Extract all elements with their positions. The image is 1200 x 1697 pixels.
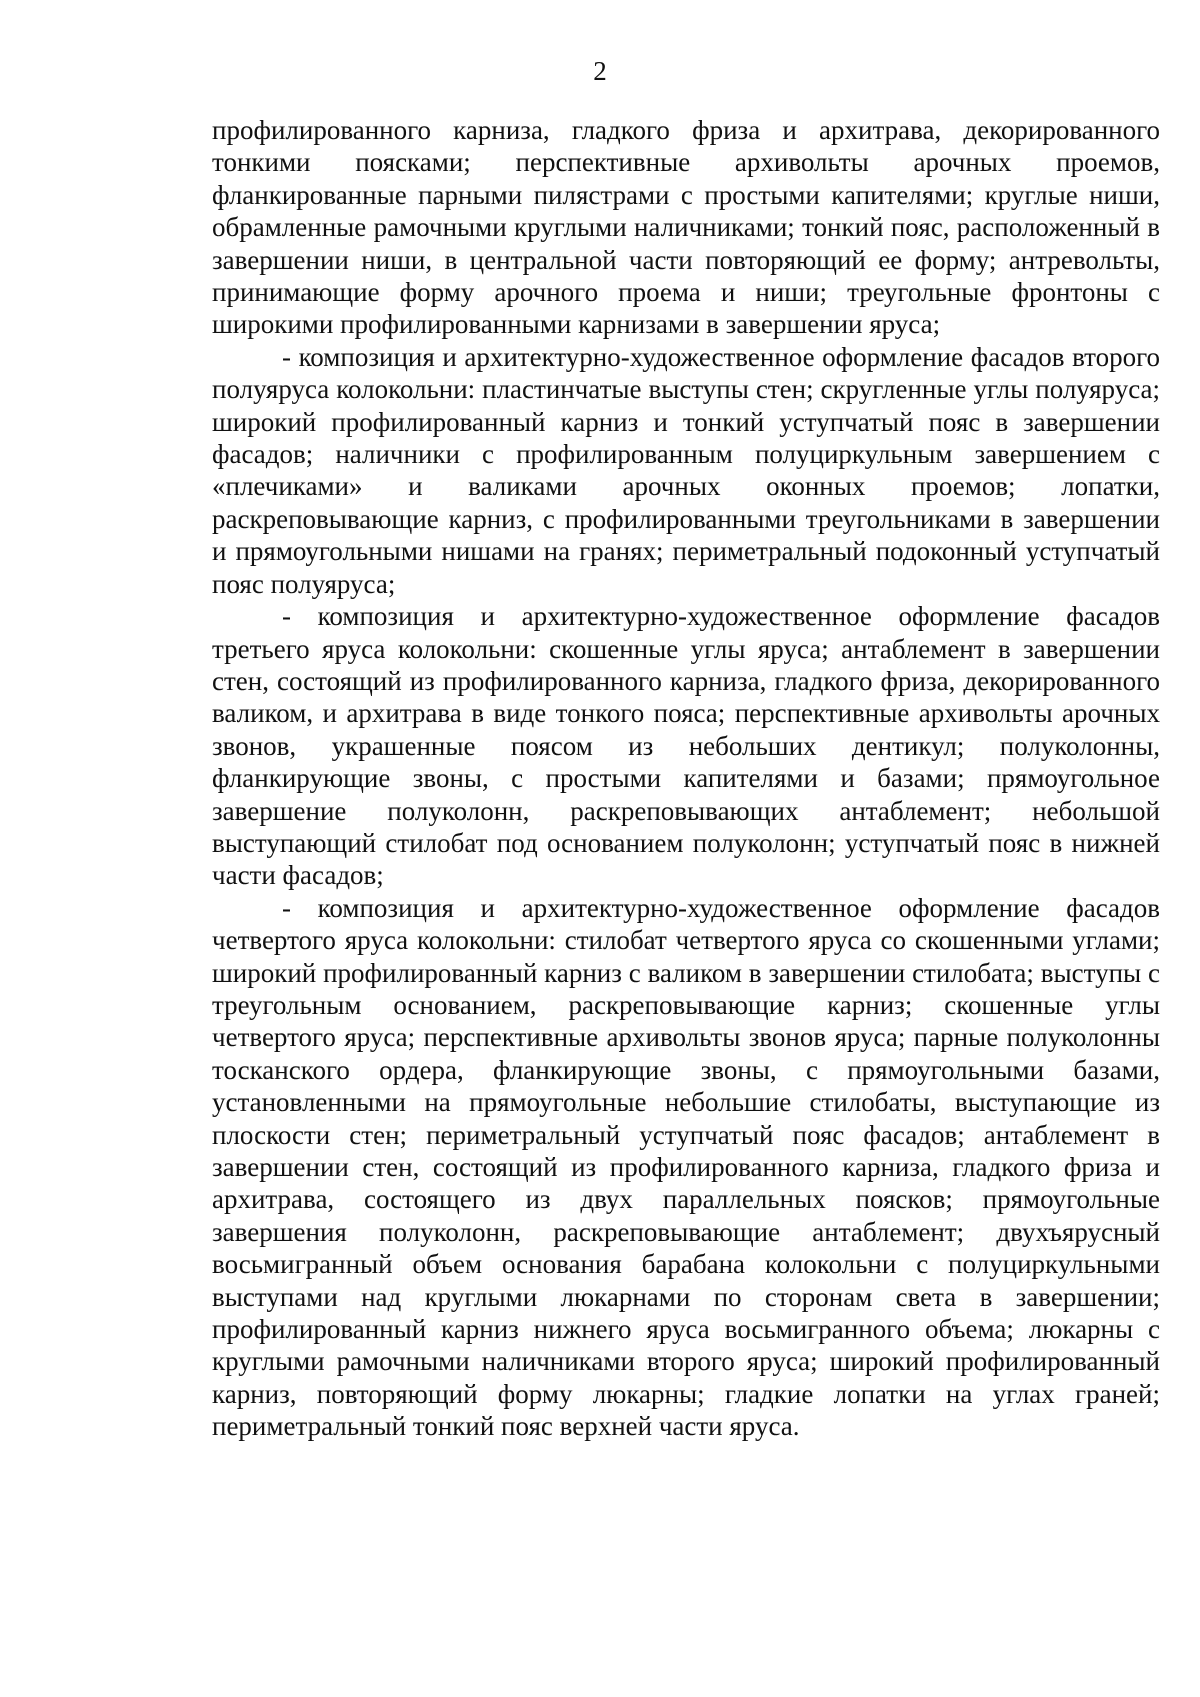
- paragraph-fourth-tier: - композиция и архитектурно-художественное оформление фасадов четвертого яруса колокольни: стилобат четвертого яруса со скошенными углами; широкий профилированный карниз с валиком в завершении стилобата; выступы с треугольным основанием, раскреповывающие карниз; скошенные углы четвертого яруса; перспективные архивольты звонов яруса; парные полуколонны тосканского ордера, фланкирующие звоны, с прямоугольными базами, установленными на прямоугольные небольшие стилобаты, выступающие из плоскости стен; периметральный уступчатый пояс фасадов; антаблемент в завершении стен, состоящий из профилированного карниза, гладкого фриза и архитрава, состоящего из двух параллельных поясков; прямоугольные завершения полуколонн, раскреповывающие антаблемент; двухъярусный восьмигранный объем основания барабана колокольни с полуциркульными выступами над круглыми люкарнами по сторонам света в завершении; профилированный карниз нижнего яруса восьмигранного объема; люкарны с круглыми рамочными наличниками второго яруса; широкий профилированный карниз, повторяющий форму люкарны; гладкие лопатки на углах граней; периметральный тонкий пояс верхней части яруса.: [212, 892, 1160, 1442]
- paragraph-continuation: профилированного карниза, гладкого фриза и архитрава, декорированного тонкими поясками; перспективные архивольты арочных проемов, фланкированные парными пилястрами с простыми капителями; круглые ниши, обрамленные рамочными круглыми наличниками; тонкий пояс, расположенный в завершении ниши, в центральной части повторяющий ее форму; антревольты, принимающие форму арочного проема и ниши; треугольные фронтоны с широкими профилированными карнизами в завершении яруса;: [212, 115, 1160, 340]
- paragraph-third-tier: - композиция и архитектурно-художественное оформление фасадов третьего яруса колокольни: скошенные углы яруса; антаблемент в завершении стен, состоящий из профилированного карниза, гладкого фриза, декорированного валиком, и архитрава в виде тонкого пояса; перспективные архивольты арочных звонов, украшенные поясом из небольших дентикул; полуколонны, фланкирующие звоны, с простыми капителями и базами; прямоугольное завершение полуколонн, раскреповывающих антаблемент; небольшой выступающий стилобат под основанием полуколонн; уступчатый пояс в нижней части фасадов;: [212, 601, 1160, 891]
- paragraph-second-half-tier: - композиция и архитектурно-художественное оформление фасадов второго полуяруса колокольни: пластинчатые выступы стен; скругленные углы полуяруса; широкий профилированный карниз и тонкий уступчатый пояс в завершении фасадов; наличники с профилированным полуциркульным завершением с «плечиками» и валиками арочных оконных проемов; лопатки, раскреповывающие карниз, с профилированными треугольниками в завершении и прямоугольными нишами на гранях; периметральный подоконный уступчатый пояс полуяруса;: [212, 341, 1160, 599]
- document-body: [212, 114, 1160, 1443]
- page-number: 2: [593, 56, 607, 86]
